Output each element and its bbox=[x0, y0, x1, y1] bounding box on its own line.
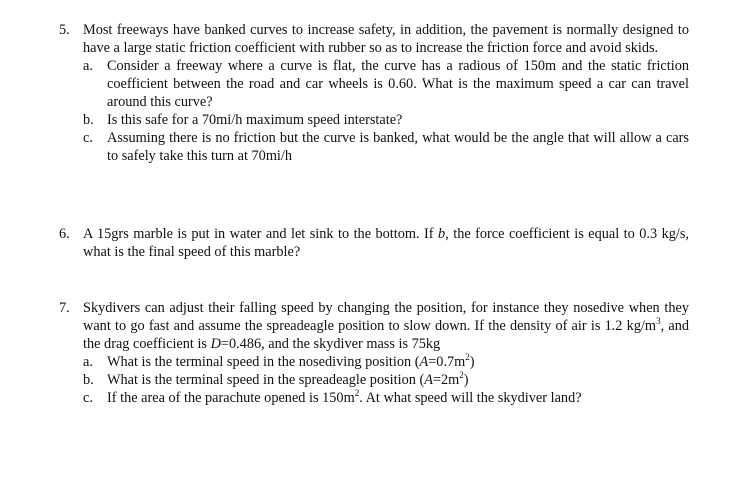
problem-number: 7. bbox=[59, 300, 70, 316]
problem-7 bbox=[59, 299, 689, 407]
problem-text bbox=[83, 299, 689, 353]
symbol-a: A bbox=[424, 372, 433, 388]
problem-5-part-c bbox=[59, 129, 689, 165]
problem-7-stem bbox=[59, 299, 689, 353]
problem-7-part-b bbox=[59, 371, 689, 389]
superscript: 3 bbox=[656, 316, 661, 327]
problem-5-stem bbox=[59, 21, 689, 57]
problem-number: 5. bbox=[59, 22, 70, 38]
text-segment: =0.7m bbox=[428, 354, 466, 370]
superscript: 2 bbox=[465, 352, 470, 363]
text-segment: A 15grs marble is put in water and let sink to the bottom. If bbox=[83, 226, 439, 242]
text-segment: . At what speed will the skydiver land? bbox=[359, 390, 582, 406]
part-text: Consider a freeway where a curve is flat, the curve has a radious of 150m and the static friction coefficient between the road and car wheels is 0.60. What is the maximum speed a car can travel around this curve? bbox=[107, 58, 689, 110]
superscript: 2 bbox=[459, 370, 464, 381]
text-segment: =2m bbox=[432, 372, 460, 388]
superscript: 2 bbox=[354, 388, 360, 399]
part-letter: b. bbox=[83, 112, 94, 128]
text-segment: , and the drag coefficient is bbox=[83, 318, 689, 352]
text-segment: ) bbox=[463, 372, 469, 388]
problem-number: 6. bbox=[59, 226, 70, 242]
text-segment: What is the terminal speed in the spreadeagle position ( bbox=[107, 372, 425, 388]
part-letter: c. bbox=[83, 130, 93, 146]
text-segment: =0.486, and the skydiver mass is 75kg bbox=[220, 336, 441, 352]
part-text bbox=[107, 389, 689, 407]
problem-7-part-c bbox=[59, 389, 689, 407]
text-segment: Skydivers can adjust their falling speed by changing the position, for instance they nosedive when they want to go fast and assume the spreadeagle position to slow down. If the density of air is 1.2 kg/m bbox=[83, 300, 689, 334]
problem-text: Most freeways have banked curves to increase safety, in addition, the pavement is normally designed to have a large static friction coefficient with rubber so as to increase the friction force and avoid skids. bbox=[83, 22, 689, 56]
text-segment: ) bbox=[469, 354, 475, 370]
part-text bbox=[107, 371, 689, 389]
problem-5-part-b bbox=[59, 111, 689, 129]
problem-5 bbox=[59, 21, 689, 165]
part-text bbox=[107, 353, 689, 371]
part-letter: c. bbox=[83, 390, 93, 406]
symbol-b: b bbox=[438, 226, 446, 242]
part-letter: a. bbox=[83, 354, 93, 370]
text-segment: If the area of the parachute opened is 150m bbox=[107, 390, 355, 406]
symbol-a: A bbox=[419, 354, 429, 370]
part-letter: a. bbox=[83, 58, 93, 74]
part-text: Is this safe for a 70mi/h maximum speed interstate? bbox=[107, 112, 403, 128]
text-segment: What is the terminal speed in the nosediving position ( bbox=[107, 354, 420, 370]
symbol-d: D bbox=[210, 336, 221, 352]
problem-6 bbox=[59, 225, 689, 261]
part-letter: b. bbox=[83, 372, 94, 388]
text-segment: , the force coefficient is equal to 0.3 kg/s, what is the final speed of this marble? bbox=[83, 226, 689, 260]
problem-5-part-a bbox=[59, 57, 689, 111]
problem-7-part-a bbox=[59, 353, 689, 371]
problem-6-stem bbox=[59, 225, 689, 261]
problem-text bbox=[83, 225, 689, 261]
part-text: Assuming there is no friction but the curve is banked, what would be the angle that will allow a cars to safely take this turn at 70mi/h bbox=[107, 130, 689, 164]
